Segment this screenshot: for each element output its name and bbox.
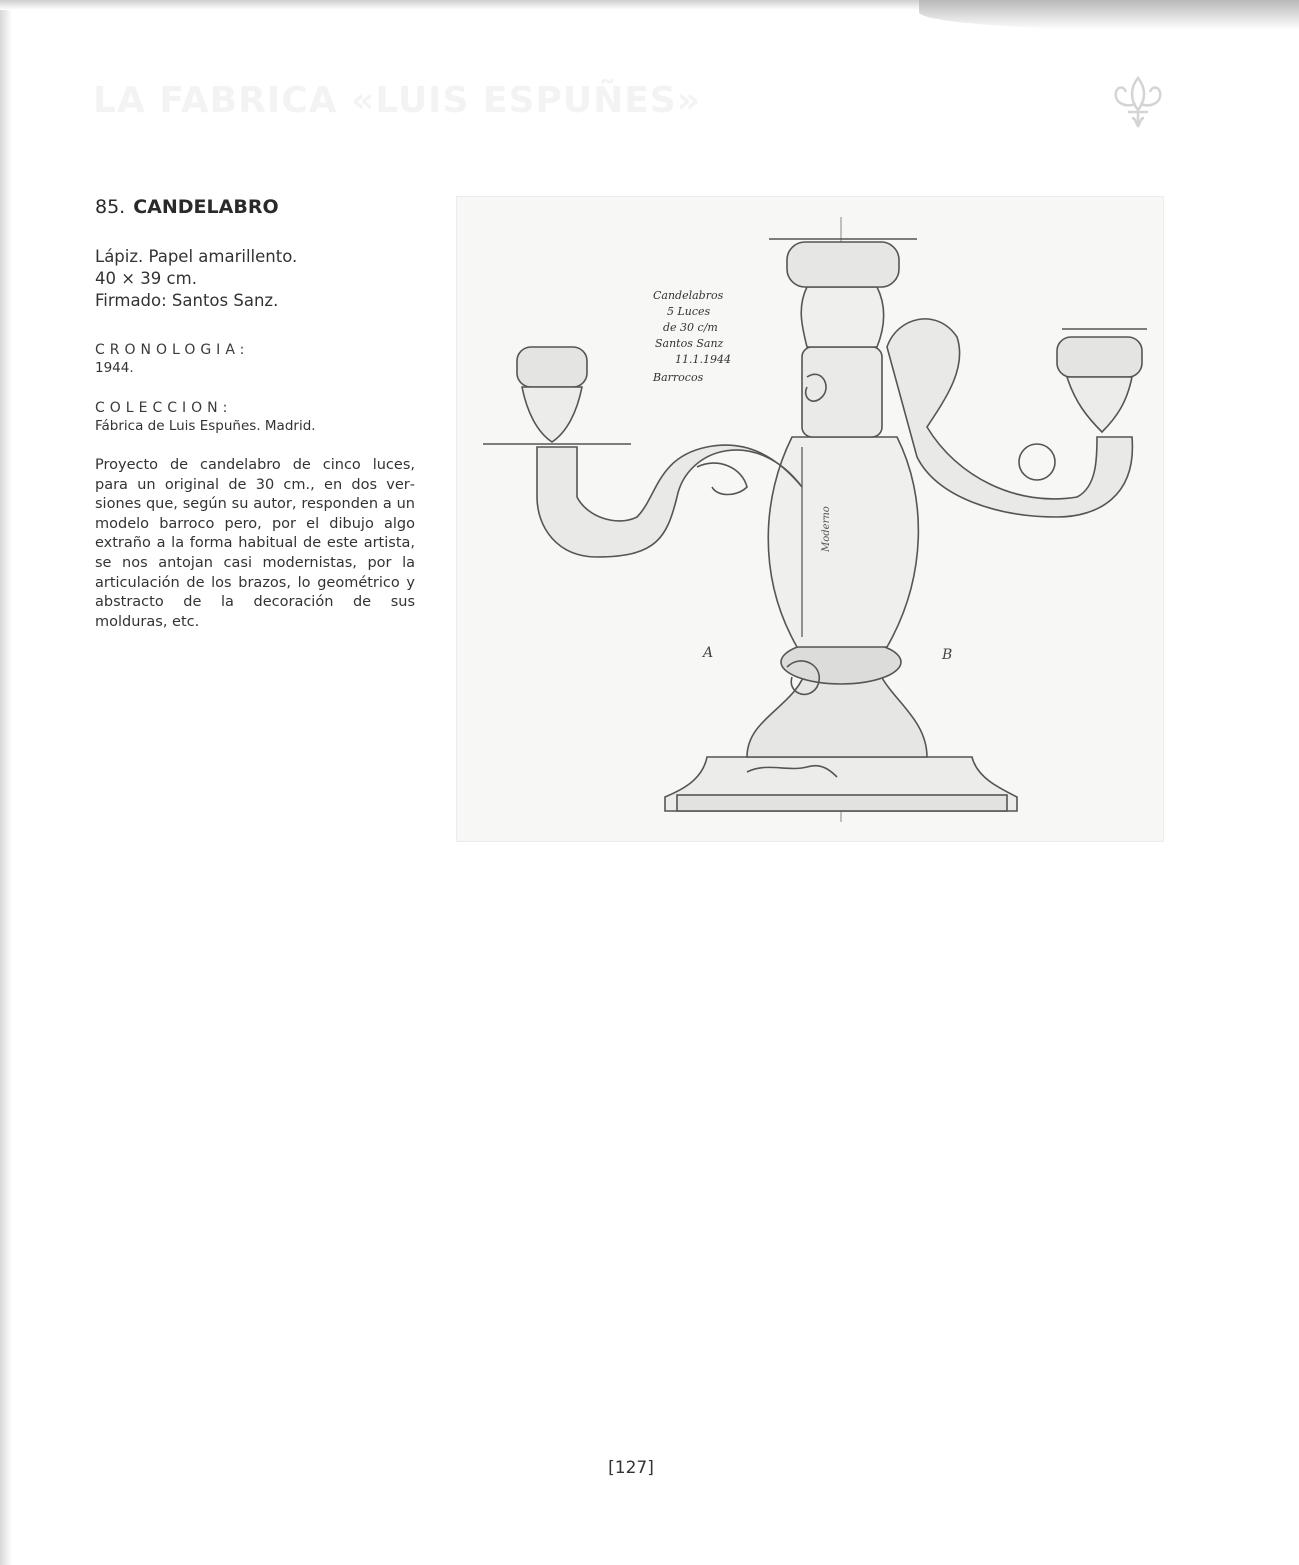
inscription-line-5: 11.1.1944 <box>675 353 731 366</box>
entry-specs <box>95 246 425 312</box>
page-edge-shadow <box>0 0 12 1565</box>
candelabra-sketch <box>457 197 1163 841</box>
inscription-line-2: 5 Luces <box>667 305 711 318</box>
candelabra-drawing <box>456 196 1164 842</box>
inscription-line-6: Barrocos <box>653 371 704 384</box>
inscription-line-3: de 30 c/m <box>663 321 718 334</box>
spec-signature: Firmado: Santos Sanz. <box>95 291 279 310</box>
vertical-inscription: Moderno <box>821 506 832 552</box>
collection-value: Fábrica de Luis Espuñes. Madrid. <box>95 418 316 434</box>
spec-dimensions: 40 × 39 cm. <box>95 269 197 288</box>
entry-number: 85. <box>95 196 126 218</box>
fleur-de-lis-icon <box>1112 74 1164 130</box>
entry-heading <box>95 196 425 218</box>
variant-mark-b: B <box>942 647 953 663</box>
entry-title: CANDELABRO <box>133 196 279 218</box>
collection-label: COLECCION: <box>95 400 233 416</box>
page-corner-shadow <box>919 0 1299 30</box>
entry-description: Proyecto de candelabro de cinco luces, para un original de 30 cm., en dos versiones que, según su autor, responden a un modelo barroco pero, por el dibujo algo extraño a la forma habitual de este artista, se nos antojan casi modernistas, por la articulación de los brazos, lo geométrico y abstracto de la decoración de sus molduras, etc. <box>95 457 415 630</box>
spec-medium: Lápiz. Papel amarillento. <box>95 247 298 266</box>
running-title: LA FABRICA «LUIS ESPUÑES» <box>93 80 702 121</box>
inscription-line-1: Candelabros <box>653 289 724 302</box>
catalogue-entry <box>95 196 425 647</box>
variant-mark-a: A <box>703 645 714 661</box>
inscription-line-4: Santos Sanz <box>655 337 724 350</box>
chronology-label: CRONOLOGIA: <box>95 342 250 358</box>
chronology-value: 1944. <box>95 360 134 376</box>
page-number: [127] <box>608 1458 654 1478</box>
